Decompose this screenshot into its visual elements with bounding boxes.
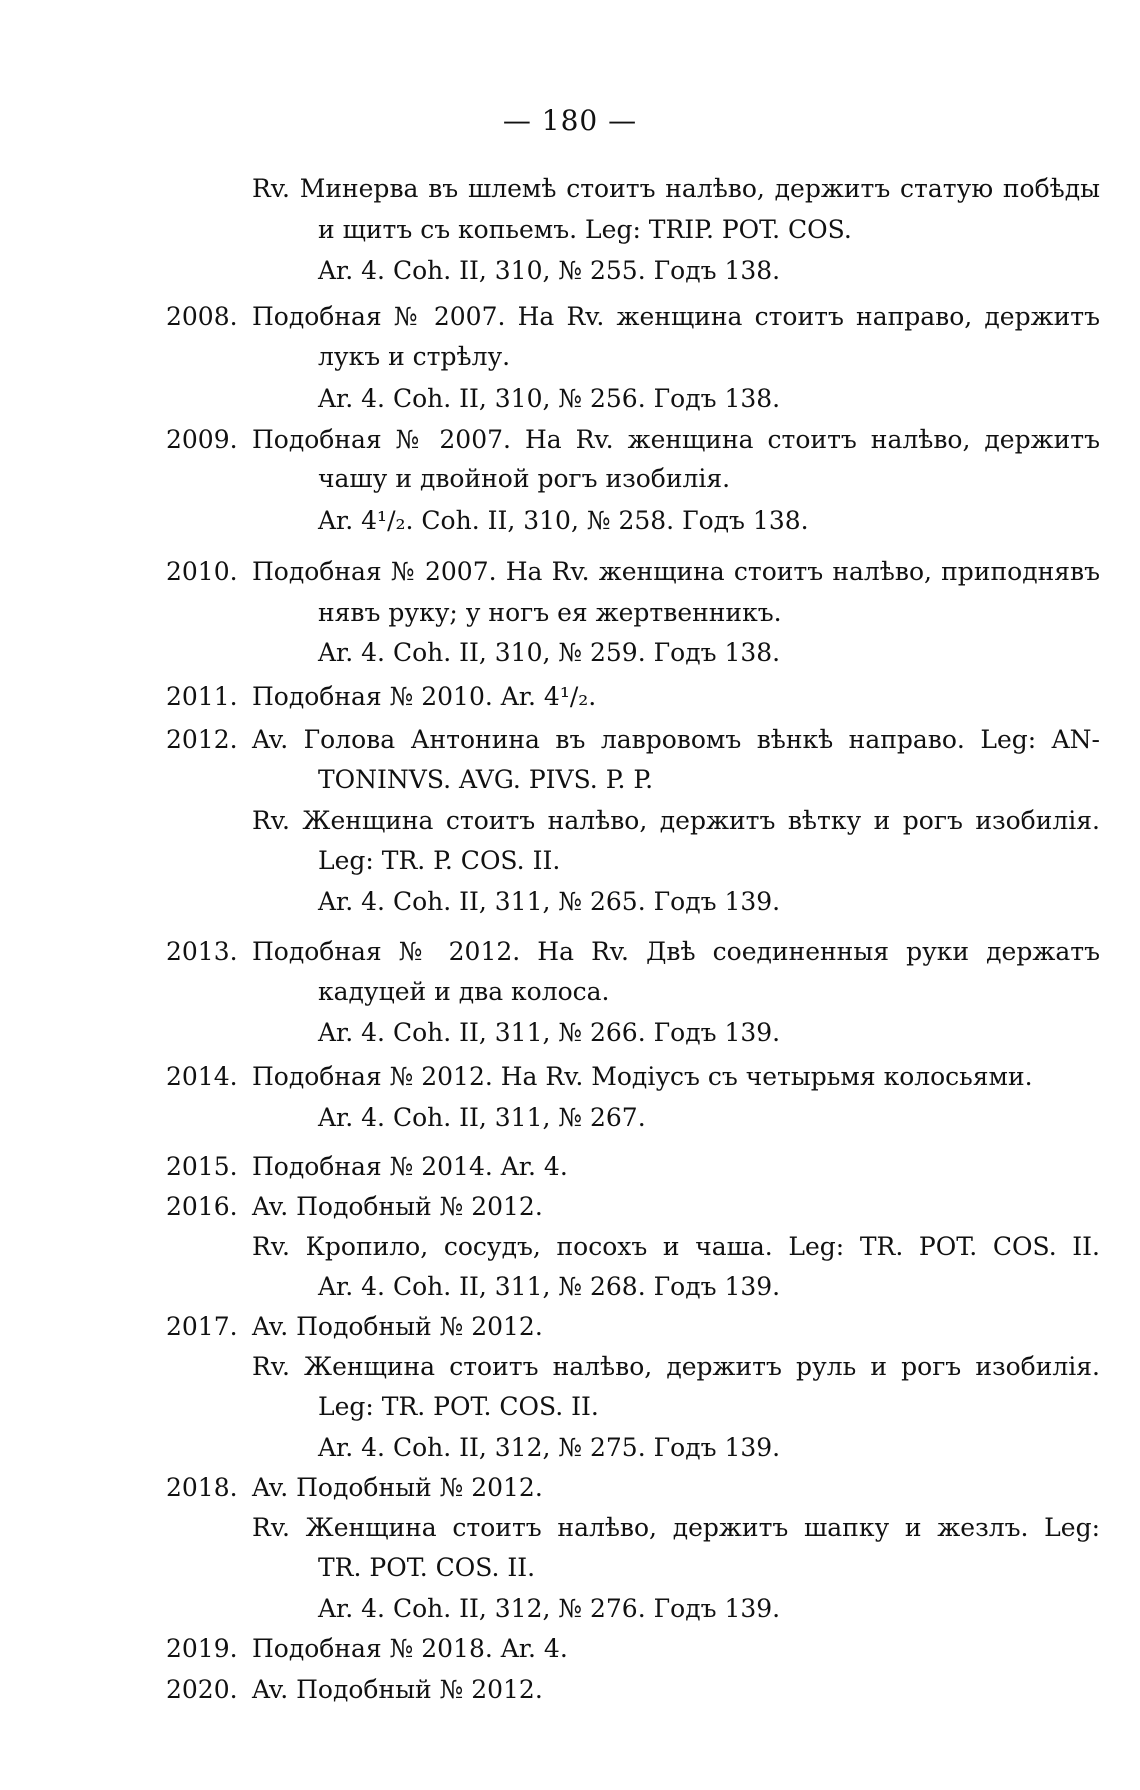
entry-text-line: Подобная № 2007. На Rv. женщина стоитъ налѣво, держитъ bbox=[252, 425, 1100, 454]
entry-number: 2008. bbox=[166, 302, 238, 331]
entry-text-line: Ar. 4. Coh. II, 310, № 259. Годъ 138. bbox=[318, 638, 781, 667]
entry-text-line: Ar. 4. Coh. II, 311, № 268. Годъ 139. bbox=[318, 1272, 781, 1301]
entry-text-line: Av. Подобный № 2012. bbox=[252, 1675, 543, 1704]
entry-text-line: лукъ и стрѣлу. bbox=[318, 342, 511, 371]
entry-text-line: Ar. 4. Coh. II, 310, № 256. Годъ 138. bbox=[318, 384, 781, 413]
entry-text-line: Подобная № 2014. Ar. 4. bbox=[252, 1152, 568, 1181]
entry-text-line: нявъ руку; у ногъ ея жертвенникъ. bbox=[318, 598, 782, 627]
page-number: — 180 — bbox=[502, 104, 638, 137]
entry-text-line: Av. Подобный № 2012. bbox=[252, 1473, 543, 1502]
entry-number: 2009. bbox=[166, 425, 238, 454]
entry-text-line: Rv. Кропило, сосудъ, посохъ и чаша. Leg: TR. POT. COS. II. bbox=[252, 1232, 1100, 1261]
entry-text-line: Ar. 4. Coh. II, 312, № 276. Годъ 139. bbox=[318, 1594, 781, 1623]
entry-text-line: Av. Подобный № 2012. bbox=[252, 1312, 543, 1341]
entry-number: 2017. bbox=[166, 1312, 238, 1341]
entry-text-line: TONINVS. AVG. PIVS. P. P. bbox=[318, 765, 654, 794]
entry-number: 2020. bbox=[166, 1675, 238, 1704]
entry-number: 2018. bbox=[166, 1473, 238, 1502]
entry-text-line: Подобная № 2018. Ar. 4. bbox=[252, 1634, 568, 1663]
entry-text-line: Ar. 4. Coh. II, 311, № 267. bbox=[318, 1103, 646, 1132]
entry-text-line: Av. Голова Антонина въ лавровомъ вѣнкѣ направо. Leg: AN- bbox=[252, 725, 1100, 754]
entry-text-line: Rv. Женщина стоитъ налѣво, держитъ вѣтку и рогъ изобилія. bbox=[252, 806, 1100, 835]
entry-number: 2011. bbox=[166, 682, 238, 711]
entry-number: 2012. bbox=[166, 725, 238, 754]
entry-text-line: Ar. 4. Coh. II, 311, № 265. Годъ 139. bbox=[318, 887, 781, 916]
entry-text-line: Rv. Женщина стоитъ налѣво, держитъ шапку и жезлъ. Leg: bbox=[252, 1513, 1100, 1542]
entry-text-line: Ar. 4. Coh. II, 311, № 266. Годъ 139. bbox=[318, 1018, 781, 1047]
entry-number: 2010. bbox=[166, 557, 238, 586]
entry-text-line: Rv. Женщина стоитъ налѣво, держитъ руль и рогъ изобилія. bbox=[252, 1352, 1100, 1381]
entry-text-line: кадуцей и два колоса. bbox=[318, 977, 610, 1006]
entry-number: 2015. bbox=[166, 1152, 238, 1181]
entry-number: 2014. bbox=[166, 1062, 238, 1091]
entry-text-line: Ar. 4. Coh. II, 312, № 275. Годъ 139. bbox=[318, 1433, 781, 1462]
entry-text-line: Подобная № 2010. Ar. 4¹/₂. bbox=[252, 682, 597, 711]
entry-text-line: Подобная № 2012. На Rv. Модіусъ съ четырьмя колосьями. bbox=[252, 1062, 1033, 1091]
entry-text-line: Подобная № 2007. На Rv. женщина стоитъ налѣво, приподнявъ bbox=[252, 557, 1100, 586]
entry-number: 2019. bbox=[166, 1634, 238, 1663]
entry-number: 2013. bbox=[166, 937, 238, 966]
entry-text-line: чашу и двойной рогъ изобилія. bbox=[318, 464, 731, 493]
entry-text-line: Подобная № 2012. На Rv. Двѣ соединенныя руки держатъ bbox=[252, 937, 1100, 966]
entry-text-line: и щитъ съ копьемъ. Leg: TRIP. POT. COS. bbox=[318, 215, 852, 244]
entry-text-line: Ar. 4¹/₂. Coh. II, 310, № 258. Годъ 138. bbox=[318, 506, 809, 535]
entry-text-line: TR. POT. COS. II. bbox=[318, 1553, 536, 1582]
entry-text-line: Leg: TR. P. COS. II. bbox=[318, 846, 561, 875]
entry-text-line: Ar. 4. Coh. II, 310, № 255. Годъ 138. bbox=[318, 256, 781, 285]
entry-text-line: Rv. Минерва въ шлемѣ стоитъ налѣво, держитъ статую побѣды bbox=[252, 174, 1100, 203]
entry-text-line: Av. Подобный № 2012. bbox=[252, 1192, 543, 1221]
entry-text-line: Leg: TR. POT. COS. II. bbox=[318, 1392, 599, 1421]
entry-number: 2016. bbox=[166, 1192, 238, 1221]
entry-text-line: Подобная № 2007. На Rv. женщина стоитъ направо, держитъ bbox=[252, 302, 1100, 331]
